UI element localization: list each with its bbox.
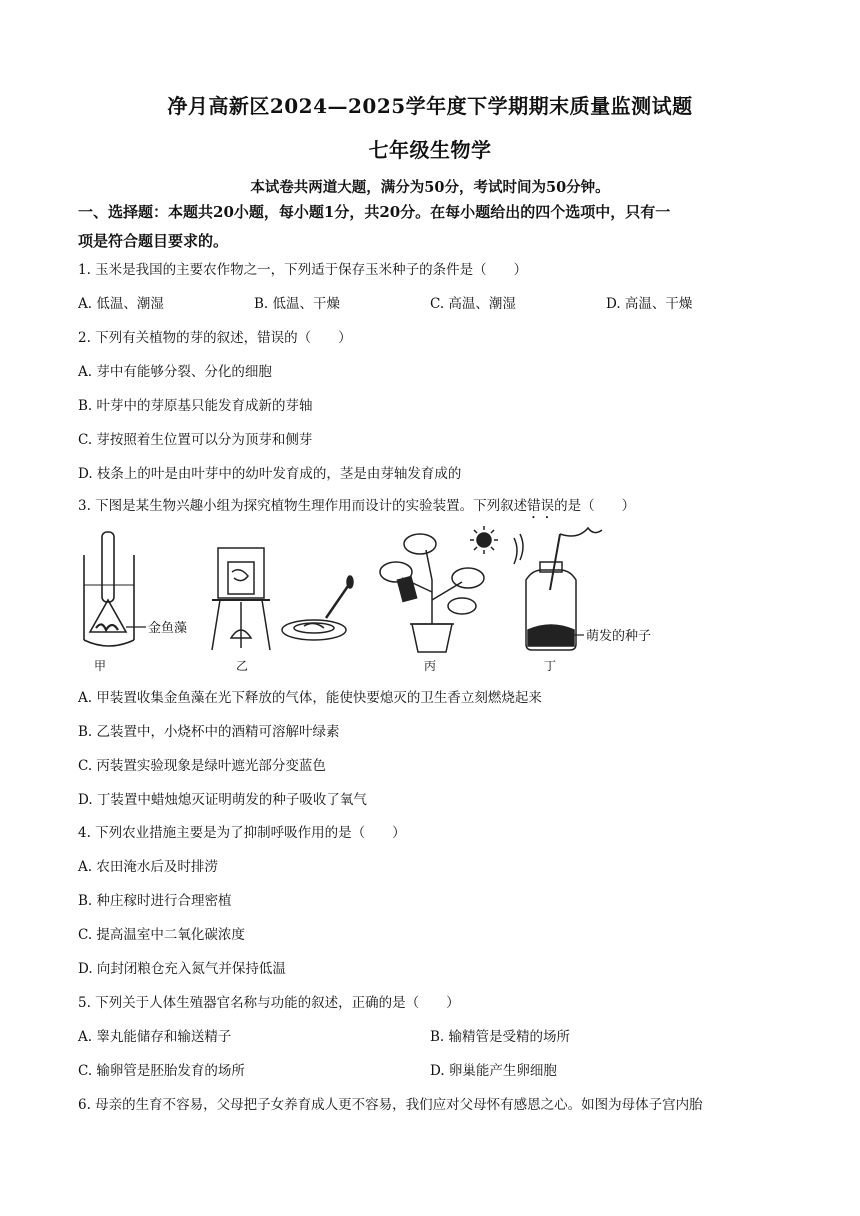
section-heading	[78, 198, 778, 256]
question-1-option-a: A. 低温、潮湿	[78, 296, 164, 312]
label-yi: 乙	[236, 659, 249, 673]
question-4-option-a: A. 农田淹水后及时排涝	[78, 859, 218, 875]
question-2-option-b: B. 叶芽中的芽原基只能发育成新的芽轴	[78, 398, 313, 414]
question-1-option-c: C. 高温、潮湿	[430, 296, 516, 312]
question-5-option-a: A. 睾丸能储存和输送精子	[78, 1029, 232, 1045]
question-1-stem: 1. 玉米是我国的主要农作物之一，下列适于保存玉米种子的条件是（ ）	[78, 262, 528, 278]
question-1-option-b: B. 低温、干燥	[254, 296, 341, 312]
question-3-option-b: B. 乙装置中，小烧杯中的酒精可溶解叶绿素	[78, 724, 340, 740]
question-3-stem	[78, 494, 635, 522]
question-3-stem-emphasis: 错误	[527, 498, 555, 514]
label-jinyuzao: 金鱼藻	[148, 621, 188, 636]
question-5-option-b: B. 输精管是受精的场所	[430, 1029, 571, 1045]
question-2-option-c: C. 芽按照着生位置可以分为顶芽和侧芽	[78, 432, 313, 448]
question-3-stem-before: 3. 下图是某生物兴趣小组为探究植物生理作用而设计的实验装置。下列叙述	[78, 498, 528, 514]
question-3-option-d: D. 丁装置中蜡烛熄灭证明萌发的种子吸收了氧气	[78, 792, 367, 808]
section-heading-line1: 一、选择题：本题共20小题，每小题1分，共20分。在每小题给出的四个选项中，只有一	[78, 203, 671, 221]
apparatus-jia	[84, 532, 146, 646]
question-2-stem: 2. 下列有关植物的芽的叙述，错误的（ ）	[78, 330, 352, 346]
question-2-option-d: D. 枝条上的叶是由叶芽中的幼叶发育成的，茎是由芽轴发育成的	[78, 466, 462, 482]
experiment-figure	[76, 520, 656, 680]
label-jia: 甲	[94, 659, 107, 673]
apparatus-yi	[212, 548, 353, 650]
experiment-figure-svg	[76, 520, 656, 680]
question-3-stem-after: 的是（ ）	[554, 498, 636, 514]
question-5-option-c: C. 输卵管是胚胎发育的场所	[78, 1063, 245, 1079]
question-5-stem: 5. 下列关于人体生殖器官名称与功能的叙述，正确的是（ ）	[78, 995, 460, 1011]
question-1-option-d: D. 高温、干燥	[606, 296, 693, 312]
section-heading-line2: 项是符合题目要求的。	[78, 232, 229, 250]
exam-intro: 本试卷共两道大题，满分为50分，考试时间为50分钟。	[250, 179, 610, 196]
question-3-option-c: C. 丙装置实验现象是绿叶遮光部分变蓝色	[78, 758, 326, 774]
question-4-option-b: B. 种庄稼时进行合理密植	[78, 893, 232, 909]
question-5-option-d: D. 卵巢能产生卵细胞	[430, 1063, 557, 1079]
apparatus-bing	[380, 526, 498, 652]
question-3-option-a: A. 甲装置收集金鱼藻在光下释放的气体，能使快要熄灭的卫生香立刻燃烧起来	[78, 690, 542, 706]
label-bing: 丙	[424, 659, 437, 673]
label-mengfa: 萌发的种子	[586, 629, 652, 644]
question-4-option-c: C. 提高温室中二氧化碳浓度	[78, 927, 245, 943]
question-4-option-d: D. 向封闭粮仓充入氮气并保持低温	[78, 961, 286, 977]
question-4-stem: 4. 下列农业措施主要是为了抑制呼吸作用的是（ ）	[78, 825, 406, 841]
question-2-option-a: A. 芽中有能够分裂、分化的细胞	[78, 364, 272, 380]
question-6-stem: 6. 母亲的生育不容易，父母把子女养育成人更不容易，我们应对父母怀有感恩之心。如图为母体子宫内胎	[78, 1097, 703, 1113]
exam-subject: 七年级生物学	[368, 138, 492, 162]
label-ding: 丁	[544, 659, 557, 673]
exam-title: 净月高新区2024—2025学年度下学期期末质量监测试题	[167, 94, 693, 118]
